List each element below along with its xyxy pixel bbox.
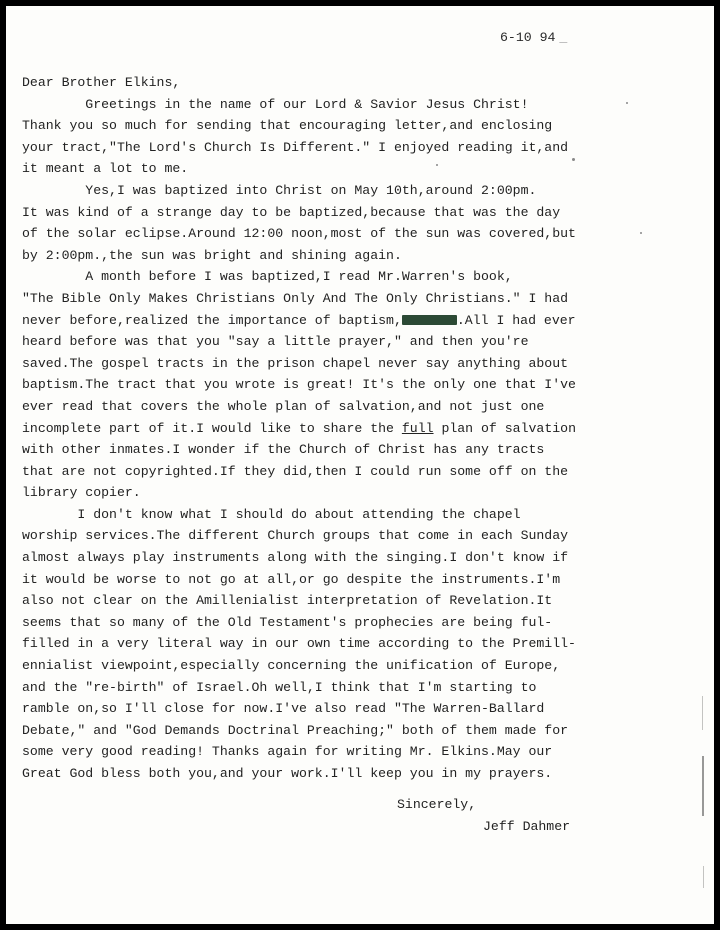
line-text: plan of salvation — [433, 420, 576, 436]
date-text: 6-10 94 — [500, 30, 556, 45]
letter-line: Debate," and "God Demands Doctrinal Preaching;" both of them made for — [22, 722, 569, 738]
letter-line: worship services.The different Church groups that come in each Sunday — [22, 528, 569, 544]
letter-line: also not clear on the Amillenialist interpretation of Revelation.It — [22, 593, 553, 609]
scan-mark — [703, 866, 704, 888]
letter-line: Greetings in the name of our Lord & Savior Jesus Christ! — [22, 96, 529, 112]
letter-line: Great God bless both you,and your work.I'll keep you in my prayers. — [22, 766, 553, 781]
letter-line-redacted — [22, 310, 712, 332]
scan-speck — [626, 102, 628, 104]
letter-line: seems that so many of the Old Testament's prophecies are being ful- — [22, 614, 553, 630]
letter-line-underlined — [22, 418, 712, 440]
letter-line: library copier. — [22, 485, 141, 501]
letter-line: almost always play instruments along with the singing.I don't know if — [22, 550, 569, 566]
line-text: never before,realized the importance of baptism, — [22, 312, 402, 328]
scan-speck — [640, 232, 642, 234]
letter-line: filled in a very literal way in our own time according to the Premill- — [22, 636, 576, 652]
letter-line: ennialist viewpoint,especially concerning the unification of Europe, — [22, 658, 561, 674]
letter-line: some very good reading! Thanks again for writing Mr. Elkins.May our — [22, 744, 553, 760]
letter-line: ramble on,so I'll close for now.I've also read "The Warren-Ballard — [22, 701, 545, 717]
letter-line: heard before was that you "say a little prayer," and then you're — [22, 334, 529, 350]
letter-line: I don't know what I should do about attending the chapel — [22, 506, 521, 522]
letter-line: and the "re-birth" of Israel.Oh well,I think that I'm starting to — [22, 679, 537, 695]
letter-line: that are not copyrighted.If they did,then I could run some off on the — [22, 463, 569, 479]
line-text: .All I had ever — [456, 312, 576, 328]
letter-line: Yes,I was baptized into Christ on May 10th,around 2:00pm. — [22, 182, 537, 198]
redaction-block — [402, 315, 457, 325]
underlined-word: full — [401, 420, 434, 436]
letter-body — [22, 72, 712, 785]
salutation: Dear Brother Elkins, — [22, 75, 181, 90]
letter-line: Thank you so much for sending that encouraging letter,and enclosing — [22, 118, 553, 134]
letter-line: with other inmates.I wonder if the Church of Christ has any tracts — [22, 442, 545, 458]
letter-line: baptism.The tract that you wrote is great! It's the only one that I've — [22, 377, 576, 393]
letter-line: A month before I was baptized,I read Mr.Warren's book, — [22, 269, 513, 285]
letter-date — [500, 30, 567, 45]
scan-mark — [702, 756, 704, 816]
letter-page — [6, 6, 714, 924]
letter-line: "The Bible Only Makes Christians Only And The Only Christians." I had — [22, 290, 569, 306]
letter-line: your tract,"The Lord's Church Is Different." I enjoyed reading it,and — [22, 139, 569, 155]
letter-line: of the solar eclipse.Around 12:00 noon,most of the sun was covered,but — [22, 226, 576, 242]
letter-line: by 2:00pm.,the sun was bright and shining again. — [22, 247, 402, 263]
scan-speck — [572, 158, 575, 161]
date-mark: _ — [559, 30, 568, 45]
letter-line: it would be worse to not go at all,or go despite the instruments.I'm — [22, 571, 561, 587]
letter-line: it meant a lot to me. — [22, 161, 189, 177]
scan-speck — [436, 164, 438, 166]
letter-line: ever read that covers the whole plan of salvation,and not just one — [22, 398, 545, 414]
letter-line: saved.The gospel tracts in the prison chapel never say anything about — [22, 355, 569, 371]
signature: Jeff Dahmer — [483, 819, 571, 834]
letter-line: It was kind of a strange day to be baptized,because that was the day — [22, 204, 561, 220]
line-text: incomplete part of it.I would like to share the — [22, 420, 402, 436]
closing: Sincerely, — [397, 797, 477, 812]
scan-mark — [702, 696, 703, 730]
